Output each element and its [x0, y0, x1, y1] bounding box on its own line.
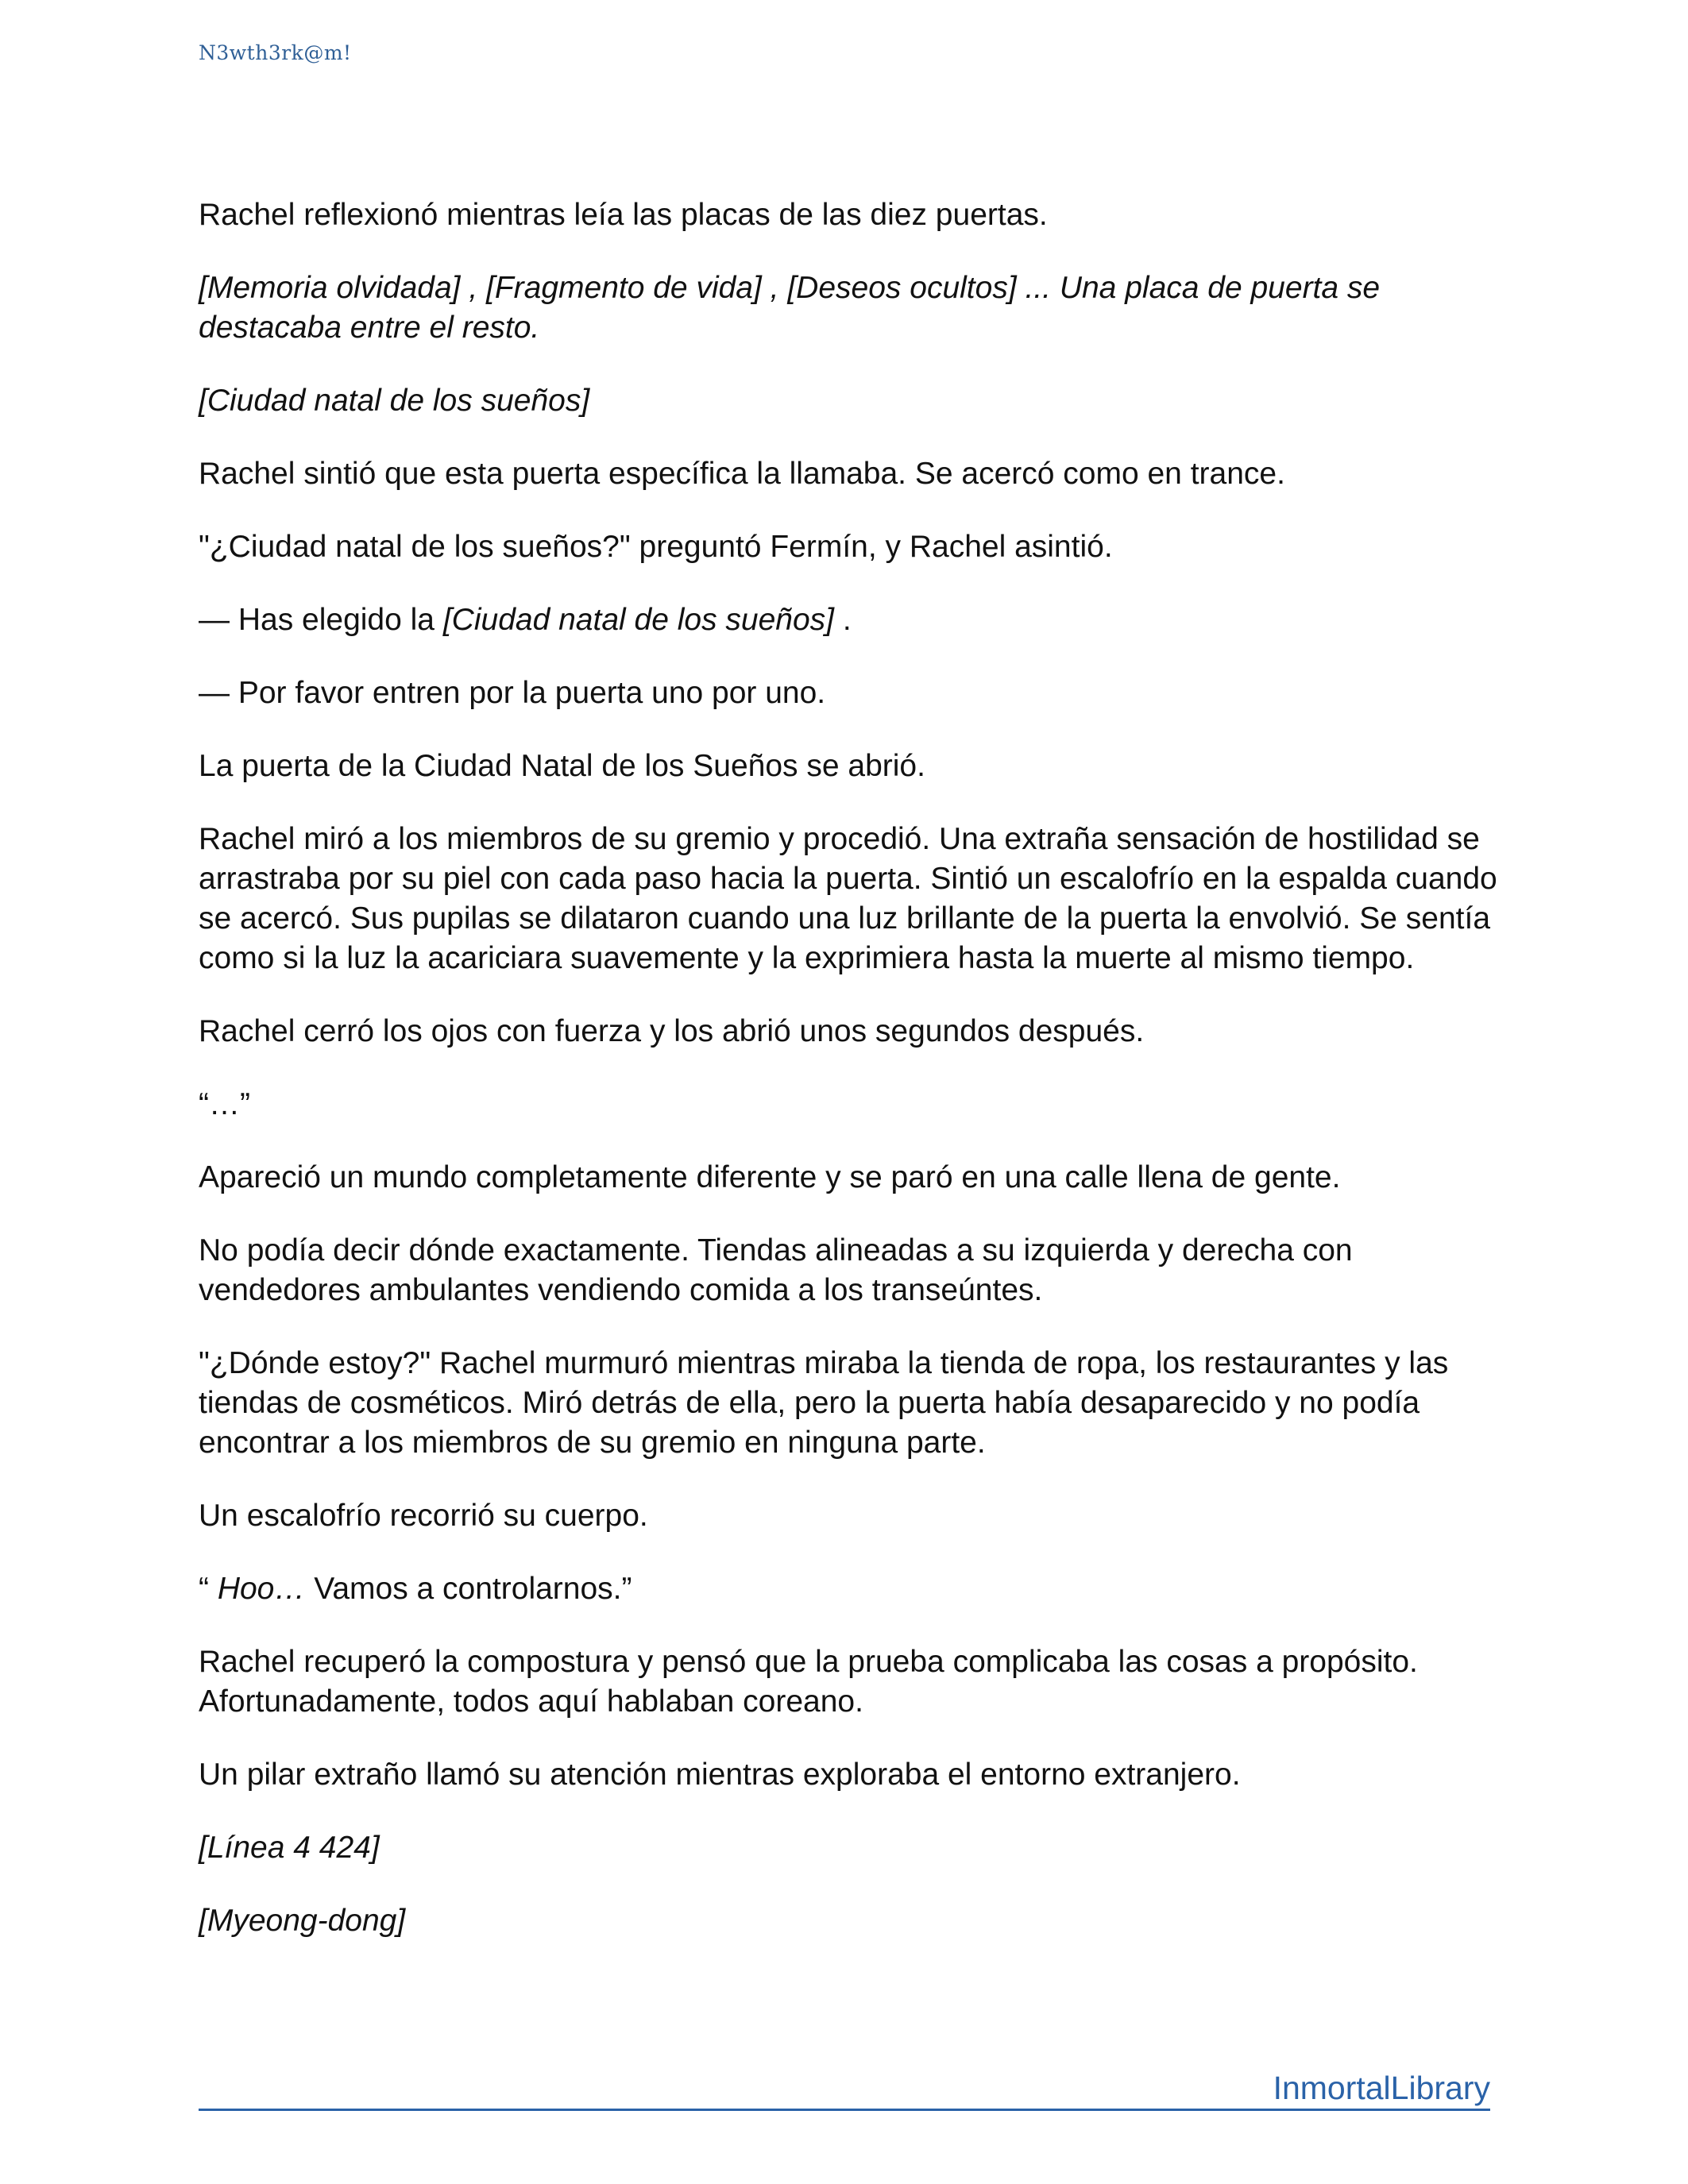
paragraph: Rachel reflexionó mientras leía las placas de las diez puertas. — [199, 198, 1048, 232]
paragraph: Rachel recuperó la compostura y pensó que la prueba complicaba las cosas a propósito. Afortunadamente, todos aquí hablaban coreano. — [199, 1645, 1418, 1719]
text-segment: Vamos a controlarnos.” — [305, 1572, 632, 1606]
paragraph: "¿Ciudad natal de los sueños?" preguntó Fermín, y Rachel asintió. — [199, 530, 1113, 564]
paragraph: "¿Dónde estoy?" Rachel murmuró mientras miraba la tienda de ropa, los restaurantes y las tiendas de cosméticos. Miró detrás de ella, pero la puerta había desaparecido y no podía encontrar a los miembros de su gremio en ninguna parte. — [199, 1346, 1449, 1460]
paragraph-italic: [Memoria olvidada] , [Fragmento de vida] , [Deseos ocultos] ... Una placa de puerta se destacaba entre el resto. — [199, 271, 1381, 345]
paragraph-italic: [Línea 4 424] — [199, 1831, 380, 1865]
paragraph-italic: [Ciudad natal de los sueños] — [199, 384, 590, 418]
paragraph: “…” — [199, 1087, 250, 1121]
text-segment: . — [834, 603, 852, 637]
footer-divider — [199, 2109, 1490, 2111]
paragraph: Un pilar extraño llamó su atención mientras exploraba el entorno extranjero. — [199, 1758, 1241, 1792]
paragraph-italic: [Myeong-dong] — [199, 1904, 406, 1938]
paragraph: Un escalofrío recorrió su cuerpo. — [199, 1499, 648, 1533]
text-segment-italic: [Ciudad natal de los sueños] — [442, 603, 835, 637]
paragraph: Rachel miró a los miembros de su gremio y procedió. Una extraña sensación de hostilidad se arrastraba por su piel con cada paso hacia la puerta. Sintió un escalofrío en la espalda cuando se acercó. Sus pupilas se dilataron cuando una luz brillante de la puerta la envolvió. Se sentía como si la luz la acariciara suavemente y la exprimiera hasta la muerte al mismo tiempo. — [199, 822, 1497, 975]
paragraph: Rachel cerró los ojos con fuerza y los abrió unos segundos después. — [199, 1014, 1145, 1048]
text-segment-italic: Hoo… — [217, 1572, 306, 1606]
header-watermark: N3wth3rk@m! — [199, 41, 352, 64]
paragraph: Apareció un mundo completamente diferente y se paró en una calle llena de gente. — [199, 1160, 1341, 1194]
text-segment: “ — [199, 1572, 218, 1606]
paragraph: — Por favor entren por la puerta uno por uno. — [199, 676, 826, 710]
page-body — [199, 195, 1501, 1974]
footer-library-link[interactable]: InmortalLibrary — [1273, 2070, 1490, 2106]
paragraph: La puerta de la Ciudad Natal de los Sueños se abrió. — [199, 749, 925, 783]
paragraph: Rachel sintió que esta puerta específica la llamaba. Se acercó como en trance. — [199, 457, 1285, 491]
paragraph: No podía decir dónde exactamente. Tiendas alineadas a su izquierda y derecha con vendedores ambulantes vendiendo comida a los transeúntes. — [199, 1233, 1353, 1307]
text-segment: — Has elegido la — [199, 603, 443, 637]
paragraph — [199, 1569, 1501, 1609]
paragraph — [199, 600, 1501, 640]
